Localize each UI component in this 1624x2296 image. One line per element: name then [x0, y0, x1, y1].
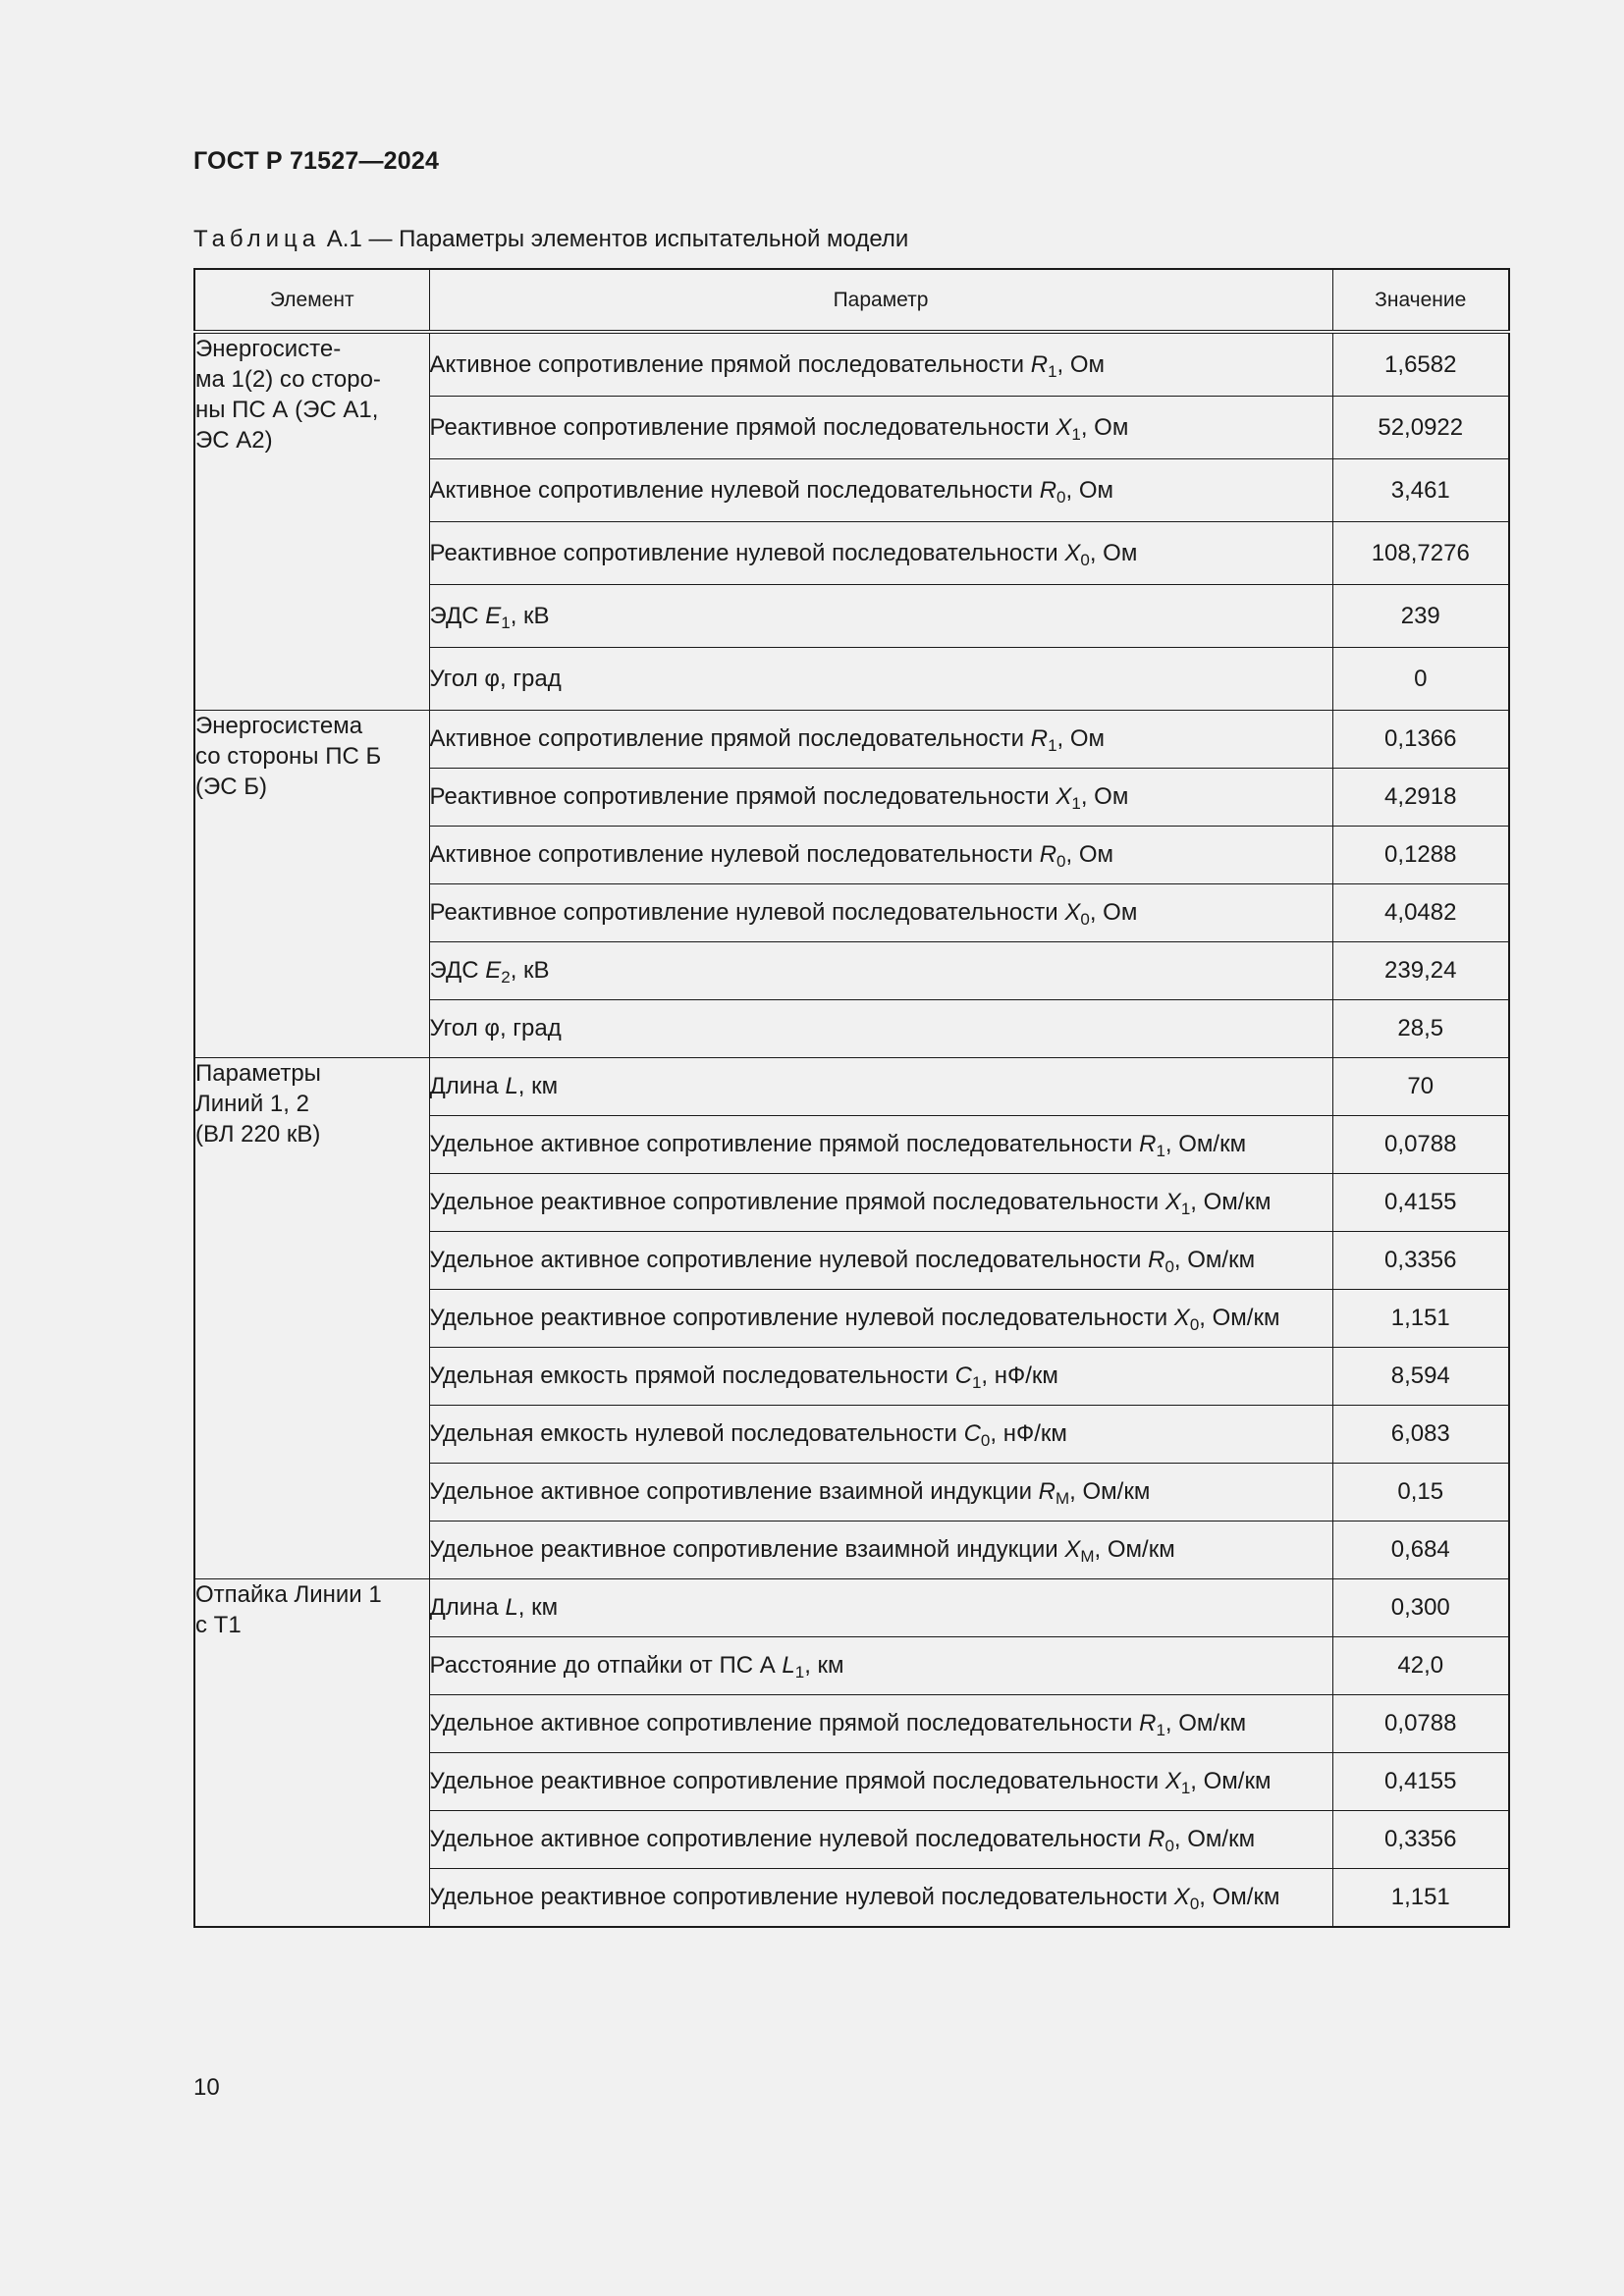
table-row [194, 1579, 1509, 1637]
parameter-text: Удельное активное сопротивление прямой последовательности [429, 1710, 1140, 1736]
parameter-text: Удельная емкость прямой последовательности [429, 1362, 955, 1389]
parameter-unit: , Ом/км [1164, 1710, 1247, 1736]
parameter-cell [429, 1464, 1332, 1522]
element-cell-line: Энергосистема [195, 713, 363, 739]
parameter-subscript: 0 [1080, 910, 1090, 929]
parameter-text: Расстояние до отпайки от ПС А [429, 1652, 783, 1679]
parameter-cell [429, 332, 1332, 397]
parameter-symbol: X [1164, 1189, 1181, 1215]
parameter-symbol: R [1039, 476, 1057, 504]
parameter-subscript: 1 [1071, 794, 1081, 813]
parameter-text: Активное сопротивление нулевой последовательности [429, 841, 1040, 868]
parameter-subscript: 0 [1189, 1895, 1200, 1913]
element-cell-line: Линий 1, 2 [195, 1091, 309, 1117]
value-cell: 28,5 [1332, 1000, 1509, 1058]
parameter-cell [429, 711, 1332, 769]
parameter-text: Длина [429, 1594, 506, 1621]
parameter-text: ЭДС [429, 602, 486, 629]
parameter-symbol: R [1039, 841, 1057, 868]
element-cell-line: ны ПС А (ЭС А1, [195, 397, 379, 423]
value-cell: 0,0788 [1332, 1116, 1509, 1174]
parameter-symbol: X [1173, 1305, 1190, 1331]
parameter-symbol: L [505, 1073, 518, 1099]
table-row [194, 332, 1509, 397]
element-cell-line: (ВЛ 220 кВ) [195, 1121, 321, 1148]
value-cell: 0,3356 [1332, 1811, 1509, 1869]
parameter-unit: , Ом [1056, 350, 1106, 378]
parameter-unit: , Ом [1080, 783, 1129, 810]
parameter-cell [429, 648, 1332, 711]
parameter-text: Реактивное сопротивление нулевой последовательности [429, 899, 1065, 926]
parameter-cell [429, 1406, 1332, 1464]
parameter-subscript: 1 [1156, 1721, 1165, 1739]
parameter-subscript: 1 [501, 613, 511, 632]
parameter-text: Удельное активное сопротивление взаимной индукции [429, 1478, 1039, 1505]
parameter-symbol: X [1173, 1884, 1190, 1910]
document-header: ГОСТ Р 71527—2024 [193, 147, 440, 175]
value-cell: 0,3356 [1332, 1232, 1509, 1290]
value-cell: 0 [1332, 648, 1509, 711]
parameter-text: Длина [429, 1073, 506, 1099]
parameter-text: Угол φ, град [429, 665, 562, 692]
parameter-text: Удельное реактивное сопротивление прямой последовательности [429, 1768, 1165, 1794]
parameter-cell [429, 585, 1332, 648]
column-header-parameter: Параметр [429, 269, 1332, 332]
parameter-unit: , Ом/км [1069, 1478, 1151, 1505]
element-cell-line: ма 1(2) со сторо- [195, 366, 381, 393]
parameter-subscript: 0 [1164, 1837, 1174, 1855]
parameter-symbol: E [485, 602, 502, 629]
element-cell-line: с Т1 [195, 1612, 242, 1638]
value-cell: 3,461 [1332, 459, 1509, 522]
parameter-text: Удельное реактивное сопротивление взаимной индукции [429, 1536, 1065, 1563]
parameter-subscript: 1 [971, 1373, 982, 1392]
parameter-symbol: R [1139, 1710, 1157, 1736]
parameter-text: Удельное активное сопротивление нулевой последовательности [429, 1247, 1149, 1273]
parameter-unit: , Ом [1089, 539, 1138, 566]
value-cell: 1,151 [1332, 1290, 1509, 1348]
value-cell: 0,4155 [1332, 1753, 1509, 1811]
parameter-subscript: 0 [1189, 1315, 1200, 1334]
parameter-subscript: 0 [1056, 852, 1066, 871]
parameter-unit: , Ом [1065, 476, 1114, 504]
parameter-subscript: 0 [980, 1431, 991, 1450]
table-caption-label: Таблица [193, 226, 321, 252]
value-cell: 0,300 [1332, 1579, 1509, 1637]
element-cell [194, 711, 429, 1058]
parameter-subscript: М [1056, 1489, 1070, 1508]
parameter-cell [429, 459, 1332, 522]
value-cell: 0,1288 [1332, 827, 1509, 884]
parameter-cell [429, 522, 1332, 585]
parameter-cell [429, 1348, 1332, 1406]
parameter-unit: , Ом/км [1173, 1826, 1256, 1852]
parameter-subscript: 1 [1071, 424, 1081, 444]
value-cell: 70 [1332, 1058, 1509, 1116]
value-cell: 4,0482 [1332, 884, 1509, 942]
table-caption-text: А.1 — Параметры элементов испытательной модели [320, 226, 909, 252]
element-cell-line: ЭС А2) [195, 427, 273, 454]
value-cell: 0,1366 [1332, 711, 1509, 769]
parameter-subscript: 1 [794, 1663, 805, 1682]
table-body [194, 332, 1509, 1927]
parameter-symbol: L [782, 1652, 795, 1679]
parameter-unit: , Ом [1089, 899, 1138, 926]
parameter-symbol: R [1030, 725, 1049, 752]
value-cell: 52,0922 [1332, 397, 1509, 459]
value-cell: 0,684 [1332, 1522, 1509, 1579]
parameter-symbol: R [1148, 1826, 1165, 1852]
parameter-unit: , Ом/км [1199, 1884, 1280, 1910]
parameter-cell [429, 1522, 1332, 1579]
parameter-subscript: 1 [1180, 1779, 1191, 1797]
parameter-cell [429, 1579, 1332, 1637]
parameter-text: Удельное реактивное сопротивление нулевой последовательности [429, 1305, 1174, 1331]
parameter-unit: , кВ [510, 602, 550, 629]
element-cell [194, 1579, 429, 1928]
element-cell-line: Параметры [195, 1060, 321, 1087]
element-cell-line: (ЭС Б) [195, 774, 267, 800]
parameter-text: Удельное активное сопротивление нулевой последовательности [429, 1826, 1149, 1852]
parameter-text: Активное сопротивление прямой последовательности [429, 725, 1031, 752]
value-cell: 42,0 [1332, 1637, 1509, 1695]
parameter-cell [429, 1058, 1332, 1116]
parameter-cell [429, 1869, 1332, 1928]
parameter-symbol: X [1064, 1536, 1081, 1563]
parameter-subscript: 0 [1056, 487, 1066, 507]
parameter-cell [429, 884, 1332, 942]
value-cell: 1,6582 [1332, 332, 1509, 397]
parameter-subscript: 2 [501, 968, 511, 987]
value-cell: 6,083 [1332, 1406, 1509, 1464]
value-cell: 8,594 [1332, 1348, 1509, 1406]
parameter-cell [429, 1811, 1332, 1869]
parameter-subscript: 0 [1164, 1257, 1174, 1276]
parameter-text: Удельное активное сопротивление прямой последовательности [429, 1131, 1140, 1157]
parameter-symbol: C [954, 1362, 972, 1389]
value-cell: 108,7276 [1332, 522, 1509, 585]
page-number: 10 [193, 2074, 220, 2101]
parameter-subscript: 0 [1080, 550, 1090, 569]
parameter-text: Угол φ, град [429, 1015, 562, 1041]
parameter-unit: , Ом/км [1190, 1768, 1272, 1794]
column-header-element: Элемент [194, 269, 429, 332]
parameter-cell [429, 1753, 1332, 1811]
parameter-unit: , кВ [510, 957, 550, 984]
parameter-unit: , км [517, 1073, 559, 1099]
parameter-unit: , Ом [1065, 841, 1114, 868]
parameter-cell [429, 1637, 1332, 1695]
parameter-symbol: X [1064, 899, 1081, 926]
parameter-cell [429, 942, 1332, 1000]
parameter-symbol: R [1038, 1478, 1056, 1505]
parameter-symbol: X [1056, 413, 1072, 441]
parameter-symbol: C [963, 1420, 981, 1447]
parameter-subscript: 1 [1048, 361, 1057, 381]
parameter-unit: , Ом/км [1173, 1247, 1256, 1273]
parameter-cell [429, 769, 1332, 827]
parameter-text: Активное сопротивление прямой последовательности [429, 350, 1031, 378]
parameter-symbol: E [485, 957, 502, 984]
parameter-symbol: L [505, 1594, 518, 1621]
parameter-unit: , Ом/км [1094, 1536, 1175, 1563]
parameter-text: Реактивное сопротивление прямой последовательности [429, 783, 1056, 810]
parameter-unit: , Ом [1080, 413, 1129, 441]
parameter-symbol: R [1030, 350, 1049, 378]
parameter-text: ЭДС [429, 957, 486, 984]
parameter-text: Удельное реактивное сопротивление прямой последовательности [429, 1189, 1165, 1215]
parameter-cell [429, 1695, 1332, 1753]
value-cell: 0,0788 [1332, 1695, 1509, 1753]
parameter-unit: , Ом/км [1164, 1131, 1247, 1157]
parameter-cell [429, 827, 1332, 884]
parameter-unit: , нФ/км [990, 1420, 1067, 1447]
parameter-symbol: R [1148, 1247, 1165, 1273]
element-cell-line: со стороны ПС Б [195, 743, 382, 770]
value-cell: 1,151 [1332, 1869, 1509, 1928]
parameters-table [193, 268, 1510, 1928]
parameter-unit: , нФ/км [981, 1362, 1058, 1389]
parameter-symbol: R [1139, 1131, 1157, 1157]
parameter-cell [429, 1000, 1332, 1058]
parameter-cell [429, 1290, 1332, 1348]
parameter-subscript: 1 [1048, 736, 1057, 755]
parameter-cell [429, 1174, 1332, 1232]
parameter-unit: , км [804, 1652, 844, 1679]
parameter-text: Реактивное сопротивление прямой последовательности [429, 413, 1056, 441]
parameter-text: Удельная емкость нулевой последовательности [429, 1420, 964, 1447]
value-cell: 0,4155 [1332, 1174, 1509, 1232]
parameter-text: Удельное реактивное сопротивление нулевой последовательности [429, 1884, 1174, 1910]
parameter-unit: , км [517, 1594, 559, 1621]
column-header-value: Значение [1332, 269, 1509, 332]
parameter-subscript: М [1080, 1547, 1095, 1566]
parameter-unit: , Ом/км [1199, 1305, 1280, 1331]
value-cell: 239 [1332, 585, 1509, 648]
parameter-text: Реактивное сопротивление нулевой последовательности [429, 539, 1065, 566]
element-cell-line: Энергосисте- [195, 336, 342, 362]
table-caption [193, 226, 908, 253]
value-cell: 4,2918 [1332, 769, 1509, 827]
parameter-subscript: 1 [1180, 1200, 1191, 1218]
parameter-cell [429, 1116, 1332, 1174]
table-header-row [194, 269, 1509, 332]
parameter-text: Активное сопротивление нулевой последовательности [429, 476, 1040, 504]
table-row [194, 711, 1509, 769]
element-cell [194, 1058, 429, 1579]
parameter-symbol: X [1056, 783, 1072, 810]
parameter-cell [429, 397, 1332, 459]
element-cell-line: Отпайка Линии 1 [195, 1581, 382, 1608]
parameter-subscript: 1 [1156, 1142, 1165, 1160]
table-row [194, 1058, 1509, 1116]
parameter-symbol: X [1064, 539, 1081, 566]
value-cell: 239,24 [1332, 942, 1509, 1000]
parameter-symbol: X [1164, 1768, 1181, 1794]
parameter-unit: , Ом [1056, 725, 1106, 752]
element-cell [194, 332, 429, 711]
parameter-cell [429, 1232, 1332, 1290]
value-cell: 0,15 [1332, 1464, 1509, 1522]
parameter-unit: , Ом/км [1190, 1189, 1272, 1215]
